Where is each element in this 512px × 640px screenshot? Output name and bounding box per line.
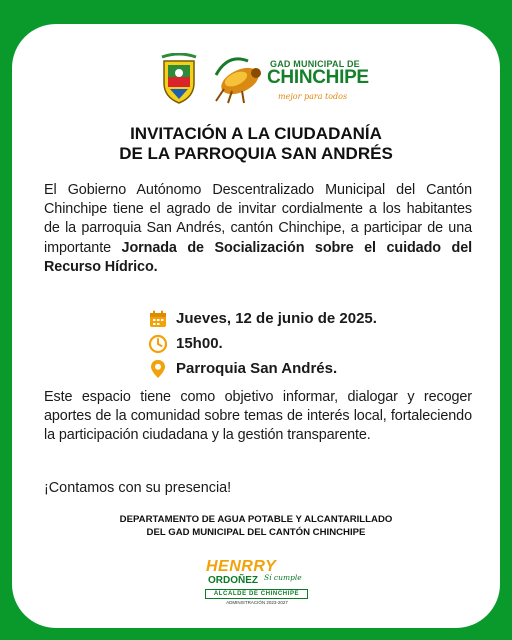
gad-name: CHINCHIPE — [267, 67, 369, 88]
cacao-bean-insect-icon — [210, 51, 266, 107]
event-date-text: Jueves, 12 de junio de 2025. — [176, 310, 377, 327]
calendar-icon — [148, 309, 168, 329]
title-line-1: INVITACIÓN A LA CIUDADANÍA — [130, 124, 382, 143]
mayor-slogan: Sí cumple — [264, 573, 302, 582]
event-date — [148, 306, 377, 331]
gad-label: GAD MUNICIPAL DE — [270, 59, 360, 69]
mayor-last-name: ORDOÑEZ — [208, 575, 258, 586]
invitation-card — [12, 24, 500, 628]
event-place-text: Parroquia San Andrés. — [176, 360, 338, 377]
outro-paragraph: Este espacio tiene como objetivo informar, dialogar y recoger aportes de la comunidad sobre temas de interés local, fortaleciendo la participación ciudadana y la gestión transparente. — [44, 389, 472, 444]
closing-line: ¡Contamos con su presencia! — [44, 480, 232, 496]
event-details — [148, 306, 377, 381]
mayor-administration: ADMINISTRACIÓN 2023-2027 — [226, 600, 288, 605]
event-time-text: 15h00. — [176, 335, 223, 352]
gad-slogan: mejor para todos — [278, 92, 348, 101]
location-pin-icon — [148, 359, 168, 379]
intro-highlight: Jornada de Socialización sobre el cuidado del Recurso Hídrico. — [44, 239, 473, 275]
mayor-signature-logo — [202, 556, 312, 622]
department-line-2: DEL GAD MUNICIPAL DEL CANTÓN CHINCHIPE — [146, 527, 366, 538]
mayor-role: ALCALDE DE CHINCHIPE — [205, 589, 308, 599]
title-line-2: DE LA PARROQUIA SAN ANDRÉS — [119, 144, 393, 163]
department-credit — [12, 513, 500, 539]
intro-paragraph — [44, 181, 472, 277]
mayor-first-name: HENRRY — [206, 558, 277, 575]
clock-icon — [148, 334, 168, 354]
intro-text: El Gobierno Autónomo Descentralizado Municipal del Cantón Chinchipe tiene el agrado de invitar cordialmente a los habitantes de la parroquia San Andrés, cantón Chinchipe, a participar de una importante — [44, 182, 472, 256]
event-time — [148, 331, 377, 356]
department-line-1: DEPARTAMENTO DE AGUA POTABLE Y ALCANTARILLADO — [119, 514, 393, 525]
page-title — [12, 124, 500, 164]
event-place — [148, 356, 377, 381]
municipal-seal-icon — [160, 53, 198, 105]
header-logos — [12, 51, 500, 111]
